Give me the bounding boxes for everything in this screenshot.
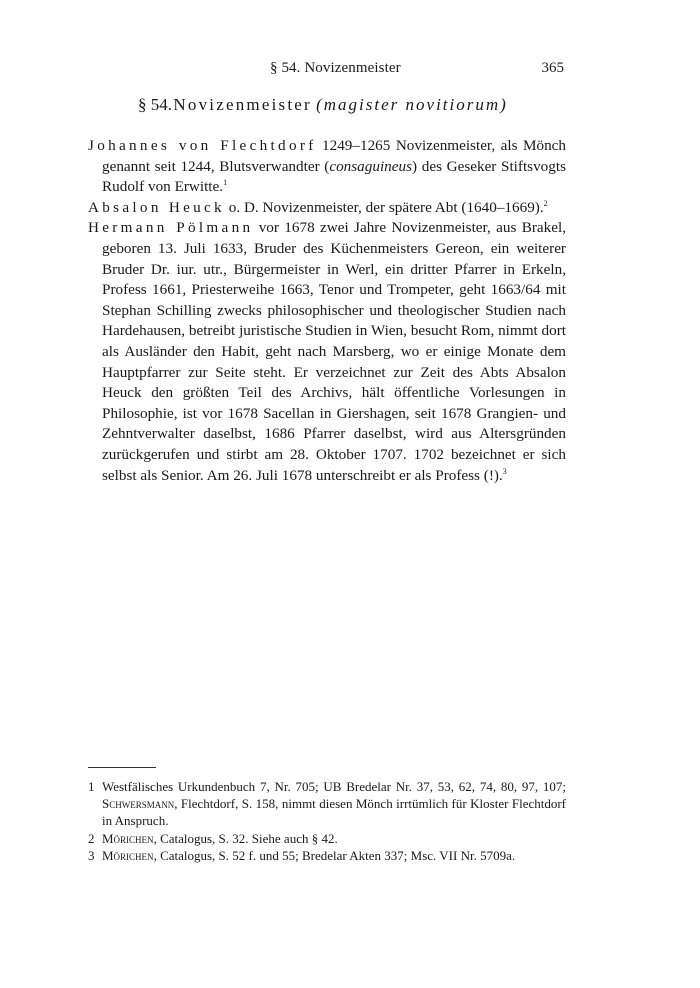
entry-italic-term: consaguineus bbox=[329, 157, 413, 175]
entry-name: Johannes von Flechtdorf bbox=[88, 137, 317, 154]
footnote-author: Mörichen bbox=[102, 830, 154, 846]
entry-text: ) des Geseker Stiftsvogts Rudolf von Erwitte. bbox=[102, 157, 566, 196]
entry-poelmann bbox=[88, 218, 566, 486]
entry-text: o. D. Novizenmeister, der spätere Abt (1640–1669). bbox=[224, 198, 544, 216]
footnote-ref: 2 bbox=[543, 198, 548, 208]
footnote-text: , Catalogus, S. 52 f. und 55; Bredelar Akten 337; Msc. VII Nr. 5709a. bbox=[153, 847, 516, 863]
footnote-number: 1 bbox=[88, 779, 95, 794]
footnote-author: Schwersmann bbox=[102, 796, 175, 812]
entry-list bbox=[88, 136, 566, 486]
footnote-number: 2 bbox=[88, 830, 95, 846]
footnotes bbox=[88, 778, 566, 864]
entry-name: Hermann Pölmann bbox=[88, 219, 254, 237]
section-title bbox=[138, 95, 508, 115]
footnote-ref: 1 bbox=[223, 178, 228, 188]
section-title-main: Novizenmeister bbox=[173, 95, 312, 114]
footnote-text: , Flechtdorf, S. 158, nimmt diesen Mönch irrtümlich für Kloster Flechtdorf in Anspruch. bbox=[102, 796, 566, 829]
entry-heuck bbox=[88, 198, 566, 219]
footnote-number: 3 bbox=[88, 847, 95, 863]
footnote-text: , Catalogus, S. 32. Siehe auch § 42. bbox=[153, 830, 338, 846]
entry-text: 1249–1265 Novizenmeister, als Mönch genannt seit 1244, Blutsverwandter ( bbox=[102, 137, 566, 175]
entry-flechtdorf bbox=[88, 136, 566, 198]
running-head: § 54. Novizenmeister bbox=[270, 60, 401, 76]
section-title-latin: (magister novitiorum) bbox=[316, 95, 508, 114]
footnote-author: Mörichen bbox=[102, 847, 154, 863]
footnote-3 bbox=[88, 847, 566, 864]
footnote-1 bbox=[88, 778, 566, 830]
entry-name: Absalon Heuck bbox=[88, 198, 225, 216]
page-number: 365 bbox=[541, 60, 564, 76]
footnote-text: Westfälisches Urkundenbuch 7, Nr. 705; UB Bredelar Nr. 37, 53, 62, 74, 80, 97, 107; bbox=[102, 779, 566, 794]
section-number: § 54. bbox=[138, 95, 172, 114]
footnote-ref: 3 bbox=[502, 466, 507, 476]
footnote-divider bbox=[88, 767, 156, 768]
footnote-2 bbox=[88, 830, 566, 847]
entry-text: vor 1678 zwei Jahre Novizenmeister, aus Brakel, geboren 13. Juli 1633, Bruder des Küchenmeisters Gereon, ein weiterer Bruder Dr. iur. utr., Bürgermeister in Werl, ein dritter Pfarrer in Erkeln, Profess 1661, Priesterweihe 1663, Tenor und Trompeter, geht 1663/64 mit Stephan Schilling zwecks philosophischer und theologischer Studien nach Hardehausen, betreibt juristische Studien in Wien, besucht Rom, nimmt dort als Ausländer den Habit, geht nach Marsberg, wo er einige Monate dem Hauptpfarrer zur Seite steht. Er verzeichnet zur Zeit des Abts Absalon Heuck den größten Teil des Archivs, hält öffentliche Vorlesungen in Philosophie, ist vor 1678 Sacellan in Giershagen, seit 1678 Grangien- und Zehntverwalter daselbst, 1686 Pfarrer daselbst, wird aus Altersgründen zurückgerufen und stirbt am 28. Oktober 1707. 1702 bezeichnet er sich selbst als Senior. Am 26. Juli 1678 unterschreibt er als Profess (!). bbox=[102, 219, 566, 484]
